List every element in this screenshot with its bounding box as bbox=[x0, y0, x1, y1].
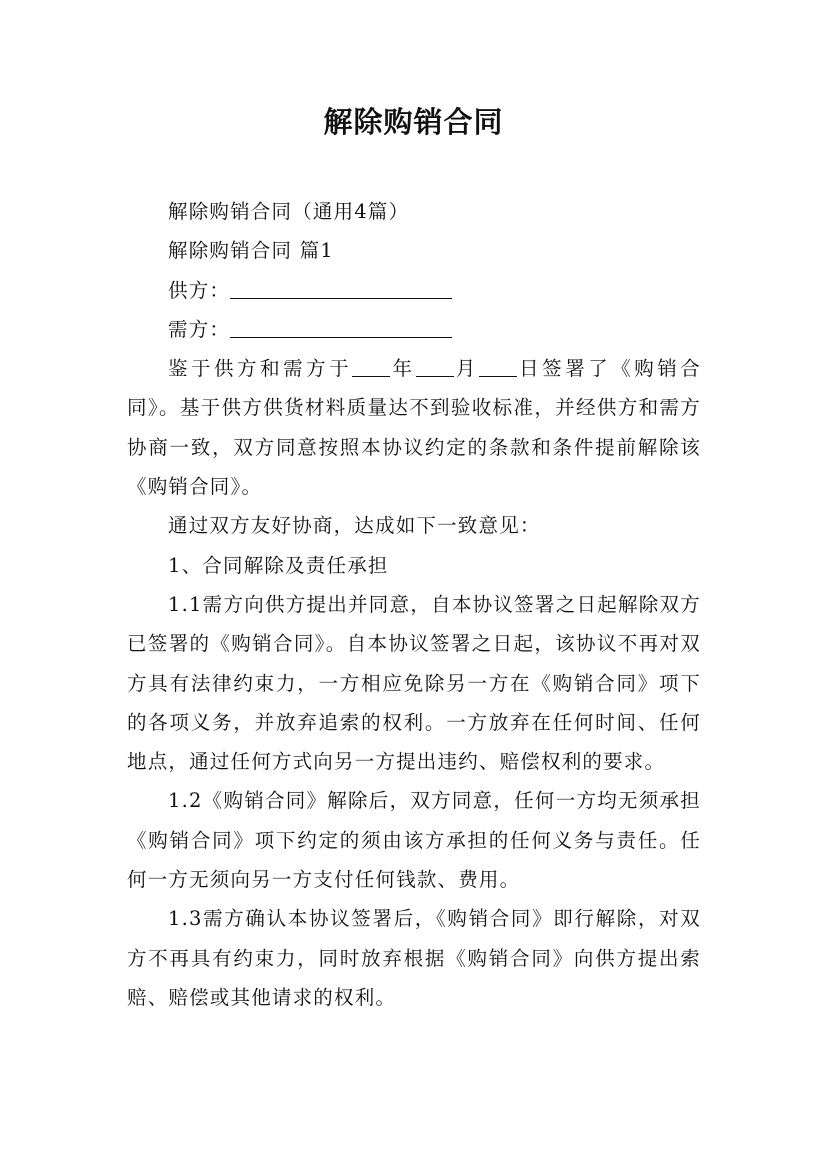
buyer-line bbox=[127, 310, 701, 349]
intro-year: 年 bbox=[390, 357, 416, 381]
clause-1-1 bbox=[127, 585, 701, 781]
buyer-label: 需方： bbox=[168, 317, 231, 341]
intro-paragraph bbox=[127, 349, 701, 506]
document-subtitle bbox=[127, 192, 701, 231]
year-blank bbox=[352, 352, 390, 377]
subtitle-text: 解除购销合同（通用4篇） bbox=[168, 200, 410, 223]
intro-rest: 日签署了《购销合同》。基于供方供货材料质量达不到验收标准，并经供方和需方协商一致，双方同意按照本协议约定的条款和条件提前解除该《购销合同》。 bbox=[127, 357, 701, 499]
supplier-label: 供方： bbox=[168, 278, 231, 302]
clause-1-1-text: 1.1需方向供方提出并同意，自本协议签署之日起解除双方已签署的《购销合同》。自本协议签署之日起，该协议不再对双方具有法律约束力，一方相应免除另一方在《购销合同》项下的各项义务，并放弃追索的权利。一方放弃在任何时间、任何地点，通过任何方式向另一方提出违约、赔偿权利的要求。 bbox=[127, 592, 701, 774]
section-heading bbox=[127, 231, 701, 270]
section-heading-text: 解除购销合同 篇1 bbox=[168, 239, 334, 263]
buyer-blank bbox=[230, 313, 452, 338]
month-blank bbox=[416, 352, 454, 377]
day-blank bbox=[479, 352, 517, 377]
supplier-blank bbox=[230, 274, 452, 299]
intro-part1: 鉴于供方和需方于 bbox=[168, 357, 353, 381]
clause-1-3 bbox=[127, 899, 701, 1017]
consensus-text: 通过双方友好协商，达成如下一致意见： bbox=[168, 514, 541, 538]
clause-1-2-text: 1.2《购销合同》解除后，双方同意，任何一方均无须承担《购销合同》项下约定的须由该方承担的任何义务与责任。任何一方无须向另一方支付任何钱款、费用。 bbox=[127, 789, 701, 892]
consensus-paragraph bbox=[127, 506, 701, 545]
document-body bbox=[127, 192, 701, 1017]
intro-month: 月 bbox=[453, 357, 479, 381]
document-title: 解除购销合同 bbox=[323, 105, 504, 139]
clause-1-3-text: 1.3需方确认本协议签署后，《购销合同》即行解除，对双方不再具有约束力，同时放弃根据《购销合同》向供方提出索赔、赔偿或其他请求的权利。 bbox=[127, 907, 701, 1009]
clause1-heading-text: 1、合同解除及责任承担 bbox=[168, 553, 389, 577]
clause1-heading bbox=[127, 546, 701, 585]
supplier-line bbox=[127, 271, 701, 310]
clause-1-2 bbox=[127, 781, 701, 899]
